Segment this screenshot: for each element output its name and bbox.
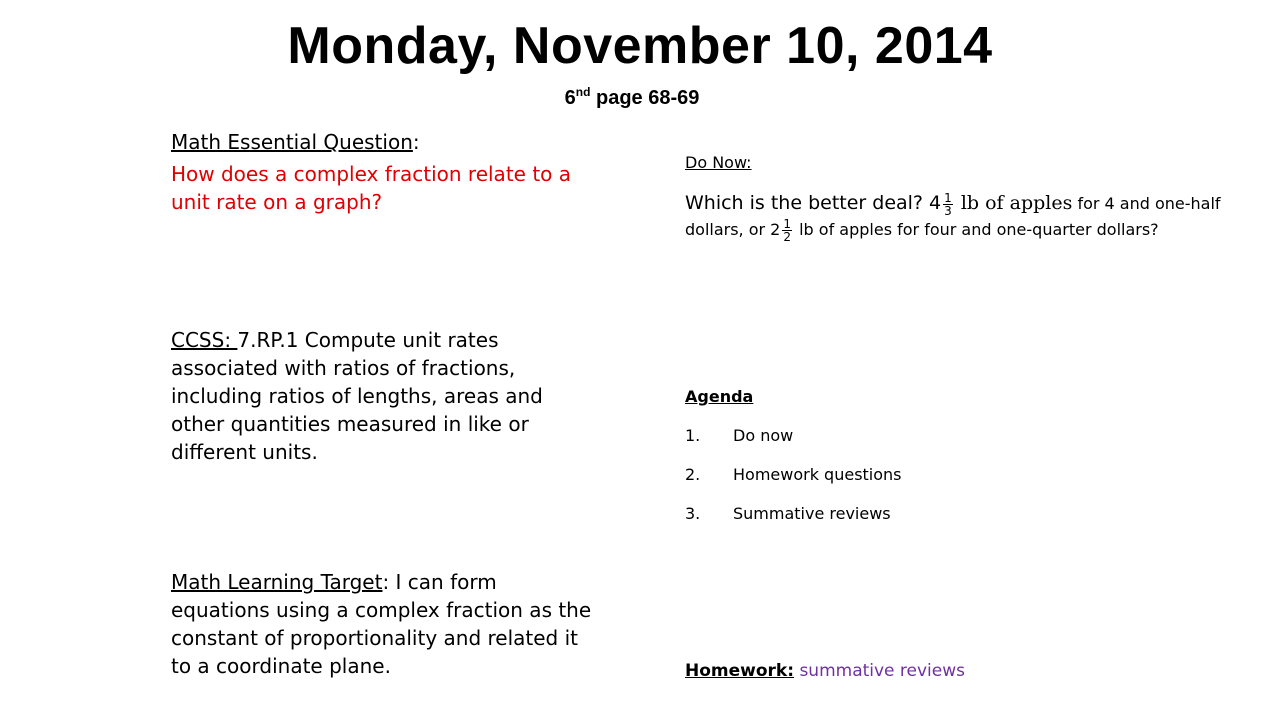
agenda-item-2	[685, 462, 1245, 488]
agenda-item-1	[685, 423, 1245, 449]
ccss-section	[171, 326, 601, 466]
agenda-label: Agenda	[685, 387, 754, 406]
agenda-item-text: Summative reviews	[733, 504, 891, 523]
essential-question-section	[171, 128, 601, 216]
learning-target-label: Math Learning Target	[171, 570, 383, 594]
ccss-label: CCSS:	[171, 328, 238, 352]
fraction-one-third-denominator: 3	[944, 204, 952, 218]
subtitle-superscript: nd	[575, 85, 591, 99]
do-now-serif-text: lb of apples	[954, 192, 1073, 214]
ccss-text: 7.RP.1 Compute unit rates associated with ratios of fractions, including ratios of lengths, areas and other quantities measured in like or different units.	[171, 328, 543, 464]
agenda-item-3	[685, 501, 1245, 527]
homework-section	[685, 658, 1245, 684]
agenda-item-text: Homework questions	[733, 465, 902, 484]
fraction-one-third-numerator: 1	[944, 191, 952, 205]
homework-text: summative reviews	[799, 661, 965, 681]
subtitle-page-range: page 68-69	[590, 87, 700, 109]
agenda-item-text: Do now	[733, 426, 794, 445]
do-now-text-two: lb of apples for four and one-quarter dollars?	[794, 220, 1159, 239]
homework-label: Homework:	[685, 661, 795, 681]
essential-question-label: Math Essential Question	[171, 130, 413, 154]
learning-target-text: : I can form equations using a complex fraction as the constant of proportionality and related it to a coordinate plane.	[171, 570, 592, 678]
fraction-one-third	[943, 192, 953, 217]
learning-target-section	[171, 568, 601, 680]
essential-question-heading	[171, 128, 601, 156]
fraction-one-half-numerator: 1	[783, 217, 791, 231]
do-now-label: Do Now:	[685, 153, 752, 172]
agenda-section	[685, 384, 1245, 527]
agenda-item-number: 3.	[685, 504, 701, 523]
subtitle-number: 6	[564, 87, 576, 109]
essential-question-text: How does a complex fraction relate to a unit rate on a graph?	[171, 162, 572, 214]
fraction-one-half	[782, 218, 792, 243]
page-title: Monday, November 10, 2014	[287, 17, 993, 75]
agenda-item-number: 1.	[685, 426, 701, 445]
do-now-intro: Which is the better deal? 4	[685, 192, 942, 214]
page-subtitle	[0, 79, 1264, 111]
do-now-text-one: for 4 and one-half dollars, or 2	[685, 194, 1221, 239]
right-column	[685, 150, 1245, 681]
agenda-item-number: 2.	[685, 465, 701, 484]
fraction-one-half-denominator: 2	[783, 230, 791, 244]
essential-question-colon: :	[412, 130, 420, 154]
do-now-question	[685, 190, 1245, 243]
